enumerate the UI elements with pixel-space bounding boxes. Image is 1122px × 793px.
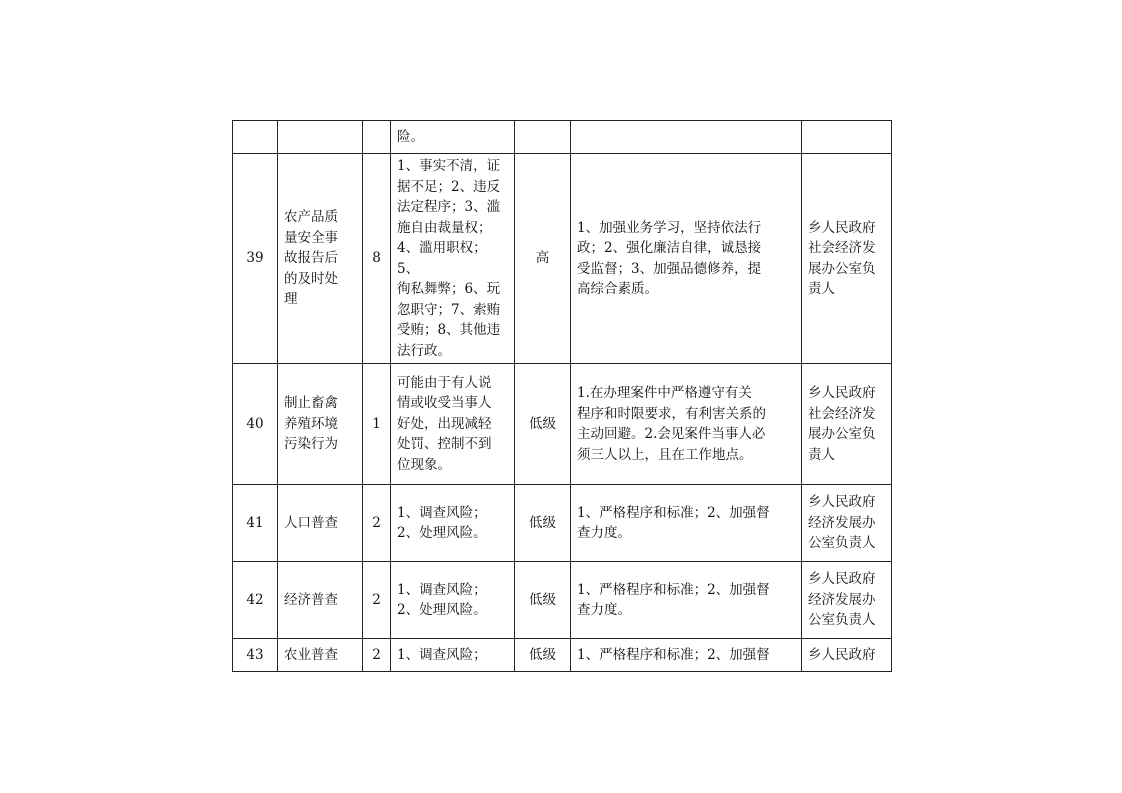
- prevention-measures-cell: 1、严格程序和标准；2、加强督 查力度。: [571, 485, 802, 562]
- risk-count-cell: 1: [363, 364, 391, 485]
- row-number-cell: 41: [233, 485, 278, 562]
- row-number-cell: 39: [233, 154, 278, 364]
- prevention-measures-cell: 1、严格程序和标准；2、加强督 查力度。: [571, 562, 802, 639]
- risk-level-cell: 低级: [515, 562, 571, 639]
- risk-level-cell: [515, 121, 571, 154]
- row-number-cell: 42: [233, 562, 278, 639]
- table-row: [233, 485, 892, 562]
- row-number-cell: [233, 121, 278, 154]
- prevention-measures-cell: 1、加强业务学习，坚持依法行 政；2、强化廉洁自律，诚恳接 受监督；3、加强品德修养，提 高综合素质。: [571, 154, 802, 364]
- risk-points-cell: 险。: [391, 121, 515, 154]
- risk-level-cell: 低级: [515, 639, 571, 672]
- responsible-person-cell: [802, 121, 892, 154]
- item-name-cell: 农业普查: [278, 639, 363, 672]
- table-row: [233, 121, 892, 154]
- responsible-person-cell: 乡人民政府 经济发展办 公室负责人: [802, 485, 892, 562]
- risk-points-cell: 可能由于有人说 情或收受当事人 好处，出现减轻 处罚、控制不到 位现象。: [391, 364, 515, 485]
- risk-points-cell: 1、调查风险； 2、处理风险。: [391, 485, 515, 562]
- table-row: [233, 639, 892, 672]
- risk-count-cell: [363, 121, 391, 154]
- risk-points-cell: 1、调查风险； 2、处理风险。: [391, 562, 515, 639]
- prevention-measures-cell: 1、严格程序和标准；2、加强督: [571, 639, 802, 672]
- risk-table: [232, 120, 892, 672]
- risk-points-cell: 1、事实不清，证 据不足；2、违反 法定程序；3、滥 施自由裁量权； 4、滥用职权；5、 徇私舞弊；6、玩 忽职守；7、索贿 受贿；8、其他违 法行政。: [391, 154, 515, 364]
- risk-count-cell: 2: [363, 639, 391, 672]
- table-row: [233, 154, 892, 364]
- risk-level-cell: 低级: [515, 364, 571, 485]
- prevention-measures-cell: [571, 121, 802, 154]
- item-name-cell: 农产品质 量安全事 故报告后 的及时处 理: [278, 154, 363, 364]
- item-name-cell: 经济普查: [278, 562, 363, 639]
- item-name-cell: [278, 121, 363, 154]
- risk-level-cell: 低级: [515, 485, 571, 562]
- risk-count-cell: 2: [363, 562, 391, 639]
- responsible-person-cell: 乡人民政府: [802, 639, 892, 672]
- risk-points-cell: 1、调查风险；: [391, 639, 515, 672]
- row-number-cell: 43: [233, 639, 278, 672]
- responsible-person-cell: 乡人民政府 经济发展办 公室负责人: [802, 562, 892, 639]
- prevention-measures-cell: 1.在办理案件中严格遵守有关 程序和时限要求，有利害关系的 主动回避。2.会见案件当事人必 须三人以上，且在工作地点。: [571, 364, 802, 485]
- row-number-cell: 40: [233, 364, 278, 485]
- responsible-person-cell: 乡人民政府 社会经济发 展办公室负 责人: [802, 154, 892, 364]
- risk-level-cell: 高: [515, 154, 571, 364]
- table-row: [233, 364, 892, 485]
- risk-count-cell: 2: [363, 485, 391, 562]
- item-name-cell: 制止畜禽 养殖环境 污染行为: [278, 364, 363, 485]
- table-row: [233, 562, 892, 639]
- responsible-person-cell: 乡人民政府 社会经济发 展办公室负 责人: [802, 364, 892, 485]
- item-name-cell: 人口普查: [278, 485, 363, 562]
- risk-count-cell: 8: [363, 154, 391, 364]
